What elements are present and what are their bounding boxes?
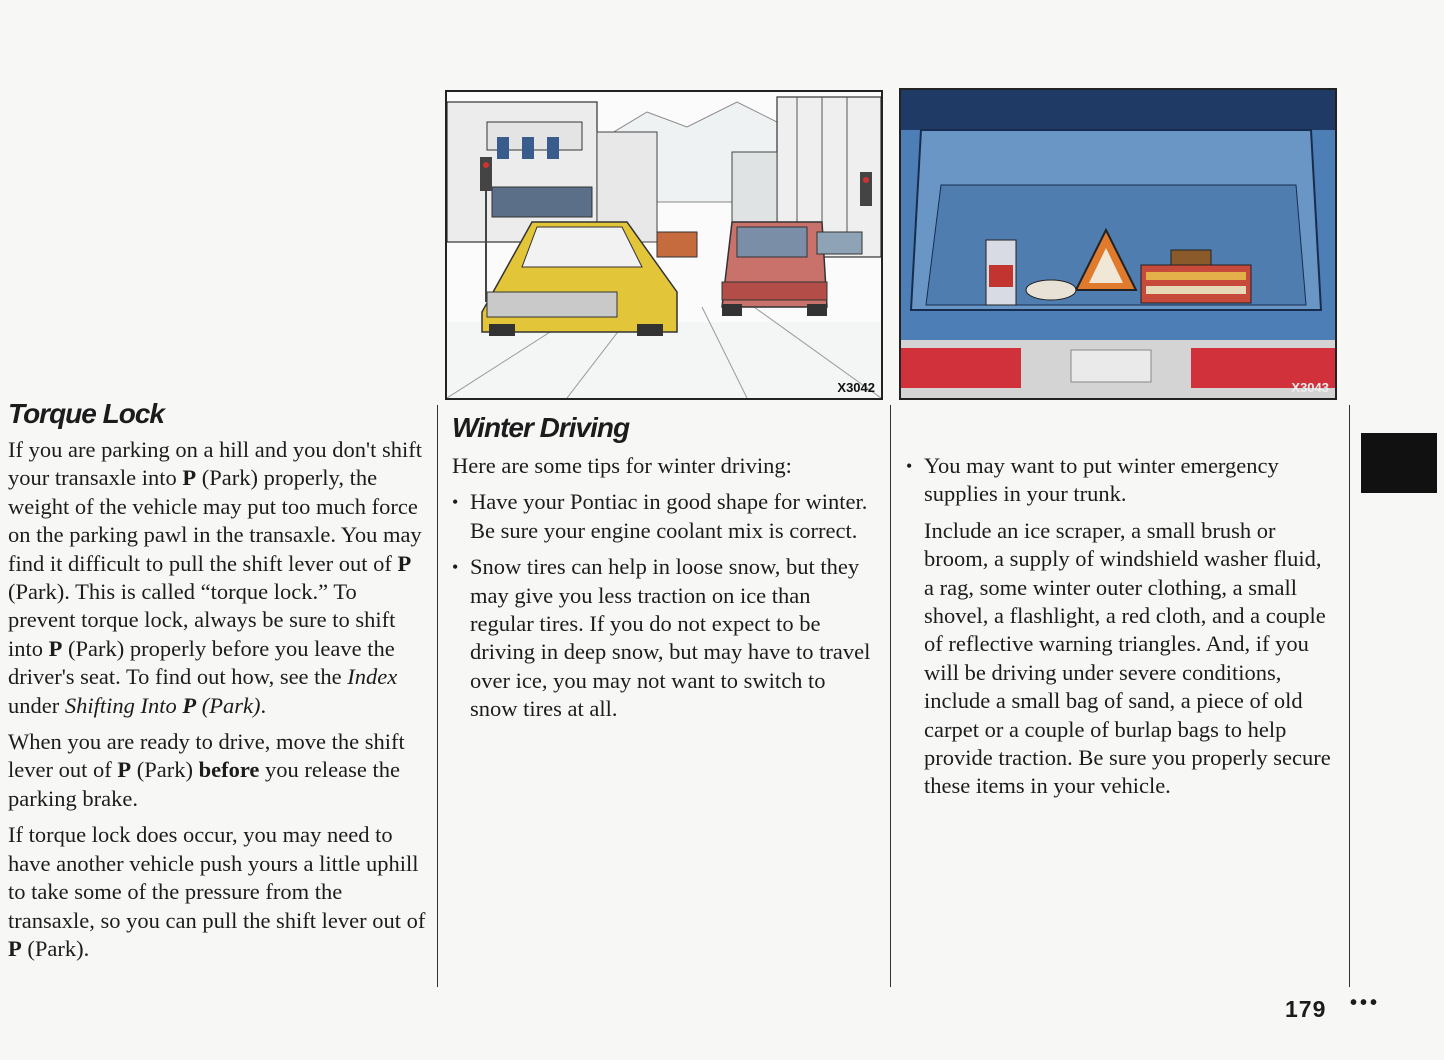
emergency-supplies-list xyxy=(906,452,1336,509)
page-number: 179 xyxy=(1285,996,1327,1022)
trunk-supplies-illustration xyxy=(899,88,1337,400)
torque-lock-paragraph-1: If you are parking on a hill and you don't shift your transaxle into P (Park) properly, the weight of the vehicle may put too much force on the parking pawl in the transaxle. You may find it difficult to pull the shift lever out of P (Park). This is called “torque lock.” To prevent torque lock, always be sure to shift into P (Park) properly before you leave the driver's seat. To find out how, see the Index under Shifting Into P (Park). xyxy=(8,437,422,718)
winter-driving-intro: Here are some tips for winter driving: xyxy=(452,453,792,478)
winter-street-illustration xyxy=(445,90,883,400)
winter-tip-item: • Snow tires can help in loose snow, but they may give you less traction on ice than regular tires. If you do not expect to be driving in deep snow, but may have to travel over ice, you may not want to switch to snow tires at all. xyxy=(452,554,871,722)
trunk-drawing xyxy=(901,90,1335,398)
page-number-dots: ••• xyxy=(1350,992,1381,1014)
torque-lock-paragraph-3: If torque lock does occur, you may need to have another vehicle push yours a little uphill to take some of the pressure from the transaxle, so you can pull the shift lever out of P (Park). xyxy=(8,822,426,961)
section-tab-marker xyxy=(1361,433,1437,493)
winter-driving-heading: Winter Driving xyxy=(452,412,630,443)
emergency-supplies-item: • You may want to put winter emergency supplies in your trunk. xyxy=(906,453,1279,507)
emergency-supplies-section xyxy=(906,452,1336,809)
winter-tips-list xyxy=(452,488,878,723)
emergency-supplies-paragraph: Include an ice scraper, a small brush or broom, a supply of windshield washer fluid, a rag, some winter outer clothing, a small shovel, a flashlight, a red cloth, and a couple of reflective warning triangles. And, if you will be driving under severe conditions, include a small bag of sand, a piece of old carpet or a couple of burlap bags to help provide traction. Be sure you properly secure these items in your vehicle. xyxy=(924,517,1331,799)
torque-lock-heading: Torque Lock xyxy=(8,398,164,429)
figure-code-street: X3042 xyxy=(837,380,875,395)
column-divider-2 xyxy=(890,405,891,987)
winter-driving-section xyxy=(452,412,878,732)
column-divider-3 xyxy=(1349,405,1350,987)
bullet-glyph: • xyxy=(452,557,459,578)
bullet-glyph: • xyxy=(906,456,913,476)
winter-tip-item: • Have your Pontiac in good shape for winter. Be sure your engine coolant mix is correct. xyxy=(452,489,868,543)
column-divider-1 xyxy=(437,405,438,987)
winter-street-drawing xyxy=(447,92,881,398)
torque-lock-section xyxy=(8,398,428,971)
bullet-glyph: • xyxy=(452,492,459,513)
torque-lock-paragraph-2: When you are ready to drive, move the shift lever out of P (Park) before you release the parking brake. xyxy=(8,729,405,811)
figure-code-trunk: X3043 xyxy=(1291,380,1329,395)
